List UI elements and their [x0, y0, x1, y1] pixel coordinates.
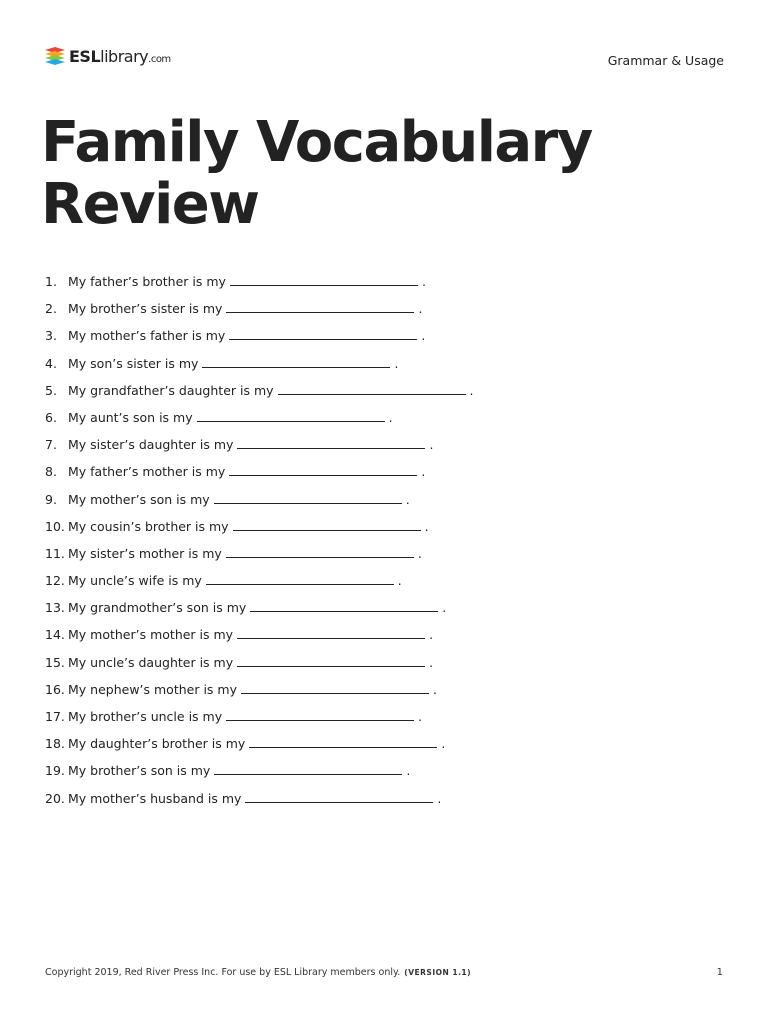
question-item	[45, 516, 474, 543]
question-text: My grandfather’s daughter is my	[68, 382, 274, 398]
question-text: My mother’s mother is my	[68, 627, 234, 643]
question-number: 4.	[45, 355, 57, 371]
end-punctuation: .	[418, 301, 423, 317]
question-item	[45, 733, 474, 760]
answer-blank[interactable]	[206, 570, 394, 585]
answer-blank[interactable]	[237, 624, 425, 639]
question-number: 1.	[45, 274, 57, 289]
question-item	[45, 325, 474, 352]
question-number: 12.	[45, 573, 65, 589]
answer-blank[interactable]	[214, 489, 402, 504]
answer-blank[interactable]	[229, 461, 417, 476]
question-item	[45, 380, 474, 407]
question-item	[45, 298, 474, 325]
page-footer	[45, 967, 723, 978]
copyright-text: Copyright 2019, Red River Press Inc. For use by ESL Library members only.	[45, 967, 401, 978]
answer-blank[interactable]	[237, 652, 425, 667]
question-text: My brother’s uncle is my	[68, 709, 223, 724]
question-item	[45, 760, 474, 787]
question-item	[45, 624, 474, 651]
question-number: 19.	[45, 763, 65, 779]
question-text: My brother’s sister is my	[68, 301, 223, 317]
answer-blank[interactable]	[230, 271, 418, 286]
question-item	[45, 679, 474, 706]
logo-com: .com	[148, 53, 171, 65]
question-number: 2.	[45, 301, 57, 317]
question-number: 8.	[45, 464, 57, 480]
question-number: 14.	[45, 627, 65, 643]
question-item	[45, 543, 474, 570]
logo-wordmark	[69, 47, 171, 66]
question-text: My daughter’s brother is my	[68, 736, 246, 752]
question-item	[45, 652, 474, 679]
answer-blank[interactable]	[229, 325, 417, 340]
question-text: My uncle’s wife is my	[68, 573, 202, 589]
page-header	[44, 44, 724, 76]
end-punctuation: .	[406, 763, 411, 779]
answer-blank[interactable]	[245, 788, 433, 803]
question-item	[45, 570, 474, 597]
question-number: 6.	[45, 409, 57, 425]
question-item	[45, 434, 474, 461]
logo-esl: ESL	[69, 46, 101, 66]
answer-blank[interactable]	[250, 597, 438, 612]
question-number: 3.	[45, 328, 57, 344]
question-number: 17.	[45, 709, 65, 724]
esl-library-logo[interactable]	[44, 46, 171, 66]
end-punctuation: .	[429, 437, 434, 453]
question-text: My father’s brother is my	[68, 274, 226, 289]
title-line-1: Family Vocabulary	[41, 110, 592, 175]
question-item	[45, 788, 474, 815]
question-number: 20.	[45, 790, 65, 806]
question-text: My uncle’s daughter is my	[68, 654, 234, 670]
end-punctuation: .	[394, 355, 399, 371]
end-punctuation: .	[469, 382, 474, 398]
question-text: My son’s sister is my	[68, 355, 199, 371]
question-text: My father’s mother is my	[68, 464, 226, 480]
end-punctuation: .	[418, 709, 423, 724]
end-punctuation: .	[417, 545, 422, 561]
version-label: (VERSION 1.1)	[404, 968, 472, 977]
answer-blank[interactable]	[237, 434, 425, 449]
answer-blank[interactable]	[278, 380, 466, 395]
question-text: My cousin’s brother is my	[68, 518, 229, 534]
question-text: My sister’s daughter is my	[68, 437, 234, 453]
category-label: Grammar & Usage	[607, 53, 724, 68]
question-text: My aunt’s son is my	[68, 409, 193, 425]
end-punctuation: .	[429, 654, 434, 670]
end-punctuation: .	[421, 328, 426, 344]
end-punctuation: .	[437, 790, 442, 806]
end-punctuation: .	[441, 736, 446, 752]
end-punctuation: .	[397, 573, 402, 589]
question-number: 15.	[45, 654, 65, 670]
question-text: My nephew’s mother is my	[68, 681, 237, 697]
logo-library: library	[100, 46, 149, 66]
end-punctuation: .	[424, 518, 429, 534]
question-list	[45, 271, 474, 815]
end-punctuation: .	[442, 600, 447, 616]
book-stack-icon	[44, 46, 66, 66]
page-title	[41, 112, 592, 236]
question-text: My sister’s mother is my	[68, 545, 222, 561]
question-number: 9.	[45, 491, 57, 507]
end-punctuation: .	[388, 409, 393, 425]
title-line-2: Review	[41, 172, 259, 237]
end-punctuation: .	[421, 274, 426, 289]
answer-blank[interactable]	[226, 298, 414, 313]
question-number: 13.	[45, 600, 65, 616]
answer-blank[interactable]	[233, 516, 421, 531]
answer-blank[interactable]	[202, 353, 390, 368]
question-number: 11.	[45, 545, 65, 561]
question-number: 16.	[45, 681, 65, 697]
question-item	[45, 706, 474, 733]
end-punctuation: .	[421, 464, 426, 480]
question-item	[45, 461, 474, 488]
question-item	[45, 597, 474, 624]
answer-blank[interactable]	[226, 543, 414, 558]
question-text: My mother’s son is my	[68, 491, 210, 507]
question-text: My mother’s father is my	[68, 328, 226, 344]
page-number: 1	[716, 967, 723, 978]
question-number: 18.	[45, 736, 65, 752]
question-number: 10.	[45, 518, 65, 534]
question-text: My brother’s son is my	[68, 763, 211, 779]
question-text: My grandmother’s son is my	[68, 600, 247, 616]
question-item	[45, 489, 474, 516]
answer-blank[interactable]	[226, 706, 414, 721]
question-item	[45, 353, 474, 380]
end-punctuation: .	[432, 681, 437, 697]
answer-blank[interactable]	[214, 760, 402, 775]
answer-blank[interactable]	[249, 733, 437, 748]
question-number: 5.	[45, 382, 57, 398]
question-item	[45, 271, 474, 298]
answer-blank[interactable]	[197, 407, 385, 422]
end-punctuation: .	[405, 491, 410, 507]
question-item	[45, 407, 474, 434]
end-punctuation: .	[429, 627, 434, 643]
question-number: 7.	[45, 437, 57, 453]
answer-blank[interactable]	[241, 679, 429, 694]
question-text: My mother’s husband is my	[68, 790, 242, 806]
